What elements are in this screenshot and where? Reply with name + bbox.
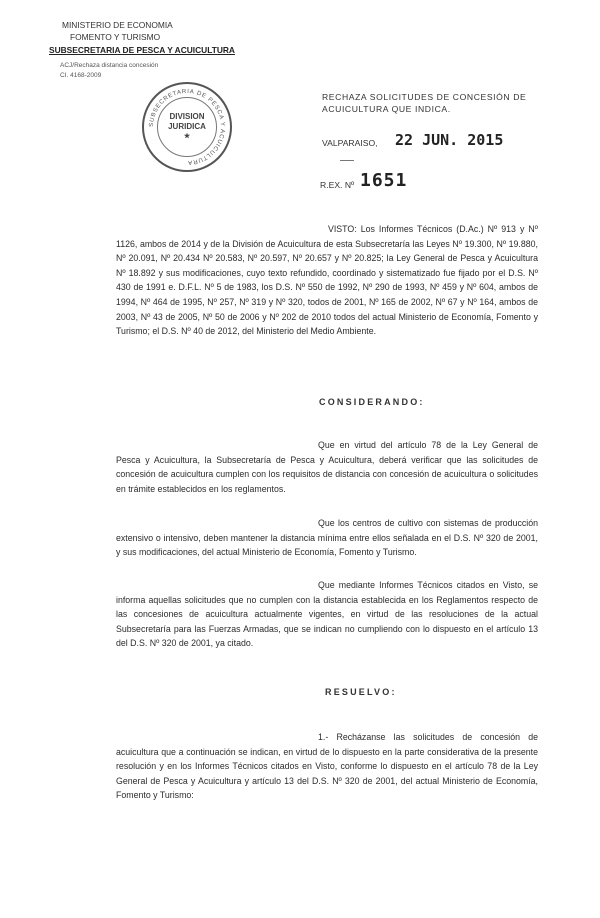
considerando-heading: CONSIDERANDO: [319,397,425,407]
considerando-paragraph-3: Que mediante Informes Técnicos citados en Visto, se informa aquellas solicitudes que no cumplen con la distancia establecida en los Reglamentos respecto de las concesiones de acuicultura actualmente vigentes, en virtud de las resoluciones de la actual Subsecretaría para las Fuerzas Armadas, que se indican no cumpliendo con lo dispuesto en el artículo 13 del D.S. Nº 320 de 2001, ya citado. [116,580,538,649]
ministry-subtitle: FOMENTO Y TURISMO [70,32,161,42]
resuelvo-heading: RESUELVO: [325,687,397,697]
resuelvo-paragraph-1: 1.- Recházanse las solicitudes de concesión de acuicultura que a continuación se indican, en virtud de lo dispuesto en la parte considerativa de la presente resolución y en los Informes Técnicos citados en Visto, conforme lo dispuesto en el artículo 78 de la Ley General de Pesca y Acuicultura y artículo 13 del D.S. Nº 320 de 2001, del actual Ministerio de Economía, Fomento y Turismo: [116,732,538,801]
stamp-line-2: JURIDICA [168,122,206,131]
rex-number: 1651 [360,170,408,191]
divider [340,160,354,161]
star-icon: ★ [183,133,191,140]
resolution-title-line-2: ACUICULTURA QUE INDICA. [322,104,451,114]
visto-paragraph: VISTO: Los Informes Técnicos (D.Ac.) Nº 913 y Nº 1126, ambos de 2014 y de la División de Acuicultura de esta Subsecretaría las Leyes Nº 19.300, Nº 19.880, Nº 20.091, Nº 20.434 Nº 20.583, Nº 20.597, Nº 20.657 y Nº 20.825; la Ley General de Pesca y Acuicultura Nº 18.892 y sus modificaciones, cuyo texto refundido, coordinado y sistematizado fue fijado por el D.S. Nº 430 de 1991 e. D.F.L. Nº 5 de 1983, los D.S. Nº 550 de 1992, Nº 290 de 1993, Nº 459 y Nº 604, ambos de 1994, Nº 464 de 1995, Nº 257, Nº 319 y Nº 320, todos de 2001, Nº 165 de 2002, Nº 67 y Nº 164, ambos de 2003, Nº 43 de 2005, Nº 50 de 2006 y Nº 202 de 2010 todos del actual Ministerio de Economía, Fomento y Turismo; el D.S. Nº 40 de 2012, del Ministerio del Medio Ambiente. [116,224,538,337]
place-label: VALPARAISO, [322,138,378,148]
svg-text:SUBSECRETARIA DE PESCA Y ACUIC [149,89,225,165]
stamp-ring-icon [142,82,232,172]
resolution-title-line-1: RECHAZA SOLICITUDES DE CONCESIÓN DE [322,92,527,102]
stamp-ring-text: SUBSECRETARIA DE PESCA Y ACUICULTURA [148,88,226,166]
rex-label: R.EX. Nº [320,180,355,190]
considerando-paragraph-2: Que los centros de cultivo con sistemas de producción extensivo o intensivo, deben mantener la distancia mínima entre ellos señalada en el D.S. Nº 320 de 2001, y sus modificaciones, del actual Ministerio de Economía, Fomento y Turismo. [116,518,538,558]
reference-line-1: ACJ/Rechaza distancia concesión [60,62,159,69]
division-juridica-stamp [142,82,232,172]
considerando-paragraph-1: Que en virtud del artículo 78 de la Ley General de Pesca y Acuicultura, la Subsecretaría de Pesca y Acuicultura, deberá verificar que las solicitudes de concesión de acuicultura cumplen con los requisitos de distancia con concesión de acuicultura o solicitudes en trámite establecidos en los reglamentos. [116,440,538,494]
stamp-line-1: DIVISION [169,112,205,121]
resolution-date: 22 JUN. 2015 [395,131,504,149]
ministry-name: MINISTERIO DE ECONOMIA [62,20,173,30]
subsecretaria-name: SUBSECRETARIA DE PESCA Y ACUICULTURA [49,45,235,55]
reference-line-2: CI. 4168-2009 [60,72,102,79]
